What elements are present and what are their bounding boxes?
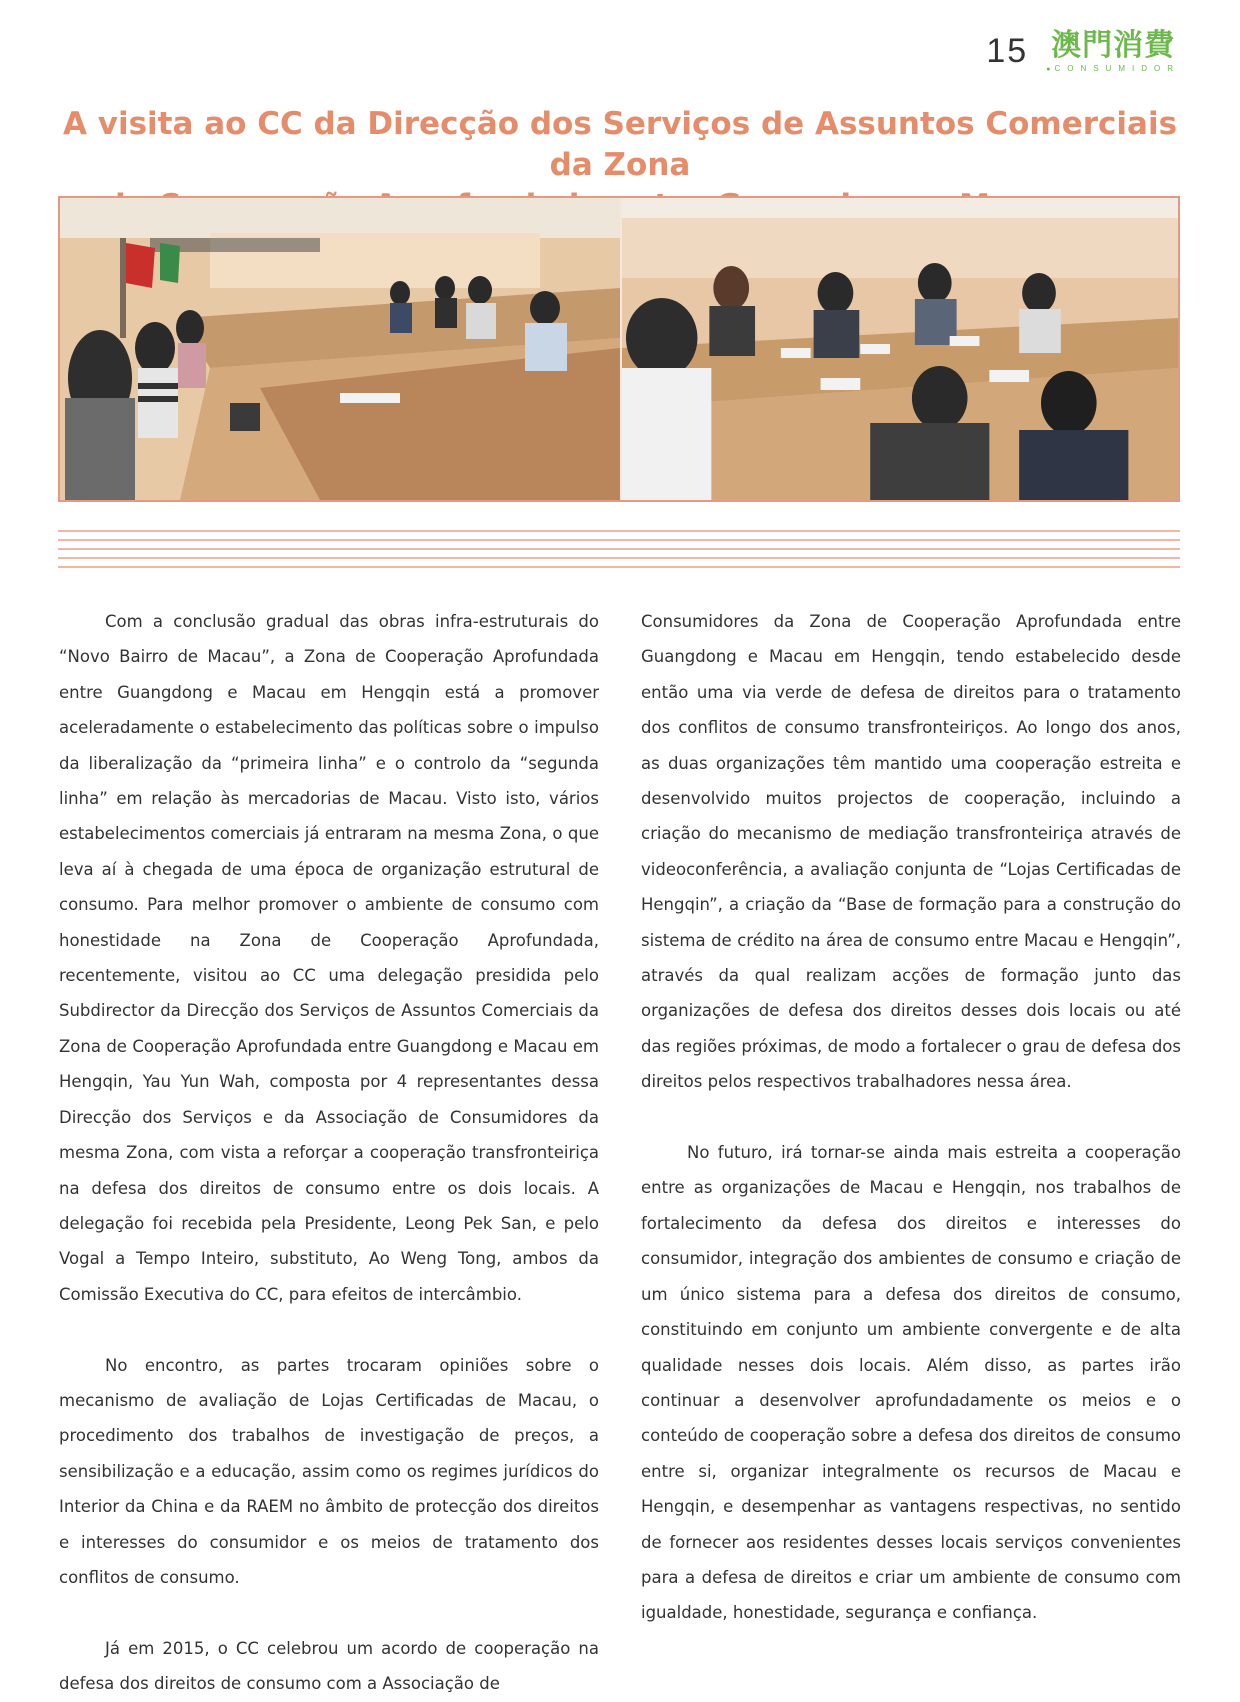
article-body	[59, 604, 1181, 1702]
logo-chinese-text: 澳門消費	[1051, 28, 1176, 63]
meeting-photo-right	[622, 198, 1178, 500]
meeting-room-illustration-right	[622, 198, 1178, 500]
page-header	[986, 28, 1180, 78]
paragraph: Já em 2015, o CC celebrou um acordo de cooperação na defesa dos direitos de consumo com a Associação de	[59, 1638, 599, 1694]
decorative-stripes	[58, 530, 1180, 570]
left-column	[59, 604, 599, 1702]
stripe-line	[58, 539, 1180, 541]
logo-subtitle: ● CONSUMIDOR	[1046, 64, 1180, 73]
stripe-line	[58, 566, 1180, 568]
magazine-logo	[1046, 28, 1180, 73]
paragraph: Com a conclusão gradual das obras infra-estruturais do “Novo Bairro de Macau”, a Zona de Cooperação Aprofundada entre Guangdong e Macau em Hengqin está a promover aceleradamente o estabelecimento das políticas sobre o impulso da liberalização da “primeira linha” e o controlo da “segunda linha” em relação às mercadorias de Macau. Visto isto, vários estabelecimentos comerciais já entraram na mesma Zona, o que leva aí à chegada de uma época de organização estrutural de consumo. Para melhor promover o ambiente de consumo com honestidade na Zona de Cooperação Aprofundada, recentemente, visitou ao CC uma delegação presidida pelo Subdirector da Direcção dos Serviços de Assuntos Comerciais da Zona de Cooperação Aprofundada entre Guangdong e Macau em Hengqin, Yau Yun Wah, composta por 4 representantes dessa Direcção dos Serviços e da Associação de Consumidores da mesma Zona, com vista a reforçar a cooperação transfronteiriça na defesa dos direitos de consumo entre os dois locais. A delegação foi recebida pela Presidente, Leong Pek San, e pelo Vogal a Tempo Inteiro, substituto, Ao Weng Tong, ambos da Comissão Executiva do CC, para efeitos de intercâmbio.	[59, 612, 599, 1304]
paragraph: No futuro, irá tornar-se ainda mais estreita a cooperação entre as organizações de Macau e Hengqin, nos trabalhos de fortalecimento da defesa dos direitos e interesses do consumidor, integração dos ambientes de consumo e criação de um único sistema para a defesa dos direitos de consumo, constituindo em conjunto um ambiente convergente e de alta qualidade nesses dois locais. Além disso, as partes irão continuar a desenvolver aprofundadamente os meios e o conteúdo de cooperação sobre a defesa dos direitos de consumo entre si, organizar integralmente os recursos de Macau e Hengqin, e desempenhar as vantagens respectivas, no sentido de fornecer aos residentes desses locais serviços convenientes para a defesa de direitos e criar um ambiente de consumo com igualdade, honestidade, segurança e confiança.	[641, 1143, 1181, 1623]
stripe-line	[58, 557, 1180, 559]
page-number: 15	[986, 32, 1029, 70]
right-column	[641, 604, 1181, 1702]
meeting-photo-left	[60, 198, 622, 500]
meeting-room-illustration-left	[60, 198, 620, 500]
stripe-line	[58, 548, 1180, 550]
title-line-1: A visita ao CC da Direcção dos Serviços de Assuntos Comerciais da Zona	[62, 106, 1178, 183]
stripe-line	[58, 530, 1180, 532]
meeting-photos	[58, 196, 1180, 502]
paragraph: No encontro, as partes trocaram opiniões sobre o mecanismo de avaliação de Lojas Certificadas de Macau, o procedimento dos trabalhos de investigação de preços, a sensibilização e a educação, assim como os regimes jurídicos do Interior da China e da RAEM no âmbito de protecção dos direitos e interesses do consumidor e os meios de tratamento dos conflitos de consumo.	[59, 1355, 599, 1587]
paragraph: Consumidores da Zona de Cooperação Aprofundada entre Guangdong e Macau em Hengqin, tendo estabelecido desde então uma via verde de defesa de direitos para o tratamento dos conflitos de consumo transfronteiriços. Ao longo dos anos, as duas organizações têm mantido uma cooperação estreita e desenvolvido muitos projectos de cooperação, incluindo a criação do mecanismo de mediação transfronteiriça através de videoconferência, a avaliação conjunta de “Lojas Certificadas de Hengqin”, a criação da “Base de formação para a construção do sistema de crédito na área de consumo entre Macau e Hengqin”, através da qual realizam acções de formação junto das organizações de defesa dos direitos desses dois locais ou até das regiões próximas, de modo a fortalecer o grau de defesa dos direitos pelos respectivos trabalhadores nessa área.	[641, 612, 1181, 1092]
